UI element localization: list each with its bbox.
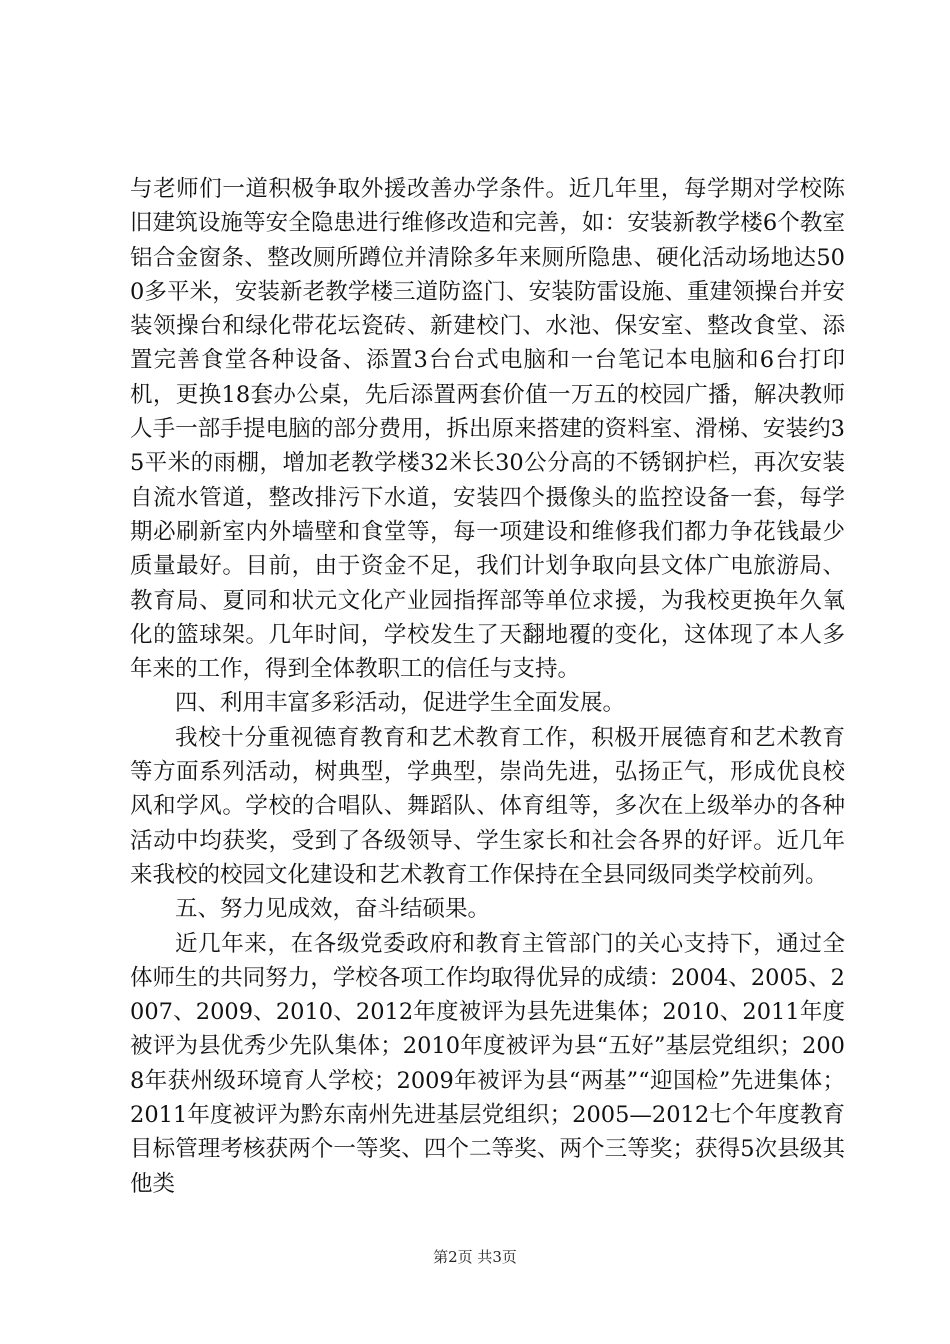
page-number-footer: 第2页 共3页 [433,1248,517,1266]
paragraph-1: 与老师们一道积极争取外援改善办学条件。近几年里，每学期对学校陈旧建筑设施等安全隐患进行维修改造和完善，如：安装新教学楼6个教室铝合金窗条、整改厕所蹲位并清除多年来厕所隐患、硬化活动场地达500多平米，安装新老教学楼三道防盗门、安装防雷设施、重建领操台并安装领操台和绿化带花坛瓷砖、新建校门、水池、保安室、整改食堂、添置完善食堂各种设备、添置3台台式电脑和一台笔记本电脑和6台打印机，更换18套办公桌，先后添置两套价值一万五的校园广播，解决教师人手一部手提电脑的部分费用，拆出原来搭建的资料室、滑梯、安装约35平米的雨棚，增加老教学楼32米长30公分高的不锈钢护栏，再次安装自流水管道，整改排污下水道，安装四个摄像头的监控设备一套，每学期必刷新室内外墙壁和食堂等，每一项建设和维修我们都力争花钱最少质量最好。目前，由于资金不足，我们计划争取向县文体广电旅游局、教育局、夏同和状元文化产业园指挥部等单位求援，为我校更换年久氧化的篮球架。几年时间，学校发生了天翻地覆的变化，这体现了本人多年来的工作，得到全体教职工的信任与支持。 [130,176,845,683]
paragraph-3: 近几年来，在各级党委政府和教育主管部门的关心支持下，通过全体师生的共同努力，学校各项工作均取得优异的成绩：2004、2005、2007、2009、2010、2012年度被评为县先进集体；2010、2011年度被评为县优秀少先队集体；2010年度被评为县“五好”基层党组织；2008年获州级环境育人学校；2009年被评为县“两基”“迎国检”先进集体；2011年度被评为黔东南州先进基层党组织；2005—2012七个年度教育目标管理考核获两个一等奖、四个二等奖、两个三等奖；获得5次县级其他类 [130,930,846,1197]
document-body [130,172,845,1201]
section-heading-4: 四、利用丰富多彩活动，促进学生全面发展。 [175,690,626,717]
section-heading-5: 五、努力见成效，奋斗结硕果。 [175,896,491,923]
paragraph-2: 我校十分重视德育教育和艺术教育工作，积极开展德育和艺术教育等方面系列活动，树典型，学典型，崇尚先进，弘扬正气，形成优良校风和学风。学校的合唱队、舞蹈队、体育组等，多次在上级举办的各种活动中均获奖，受到了各级领导、学生家长和社会各界的好评。近几年来我校的校园文化建设和艺术教育工作保持在全县同级同类学校前列。 [130,724,845,888]
